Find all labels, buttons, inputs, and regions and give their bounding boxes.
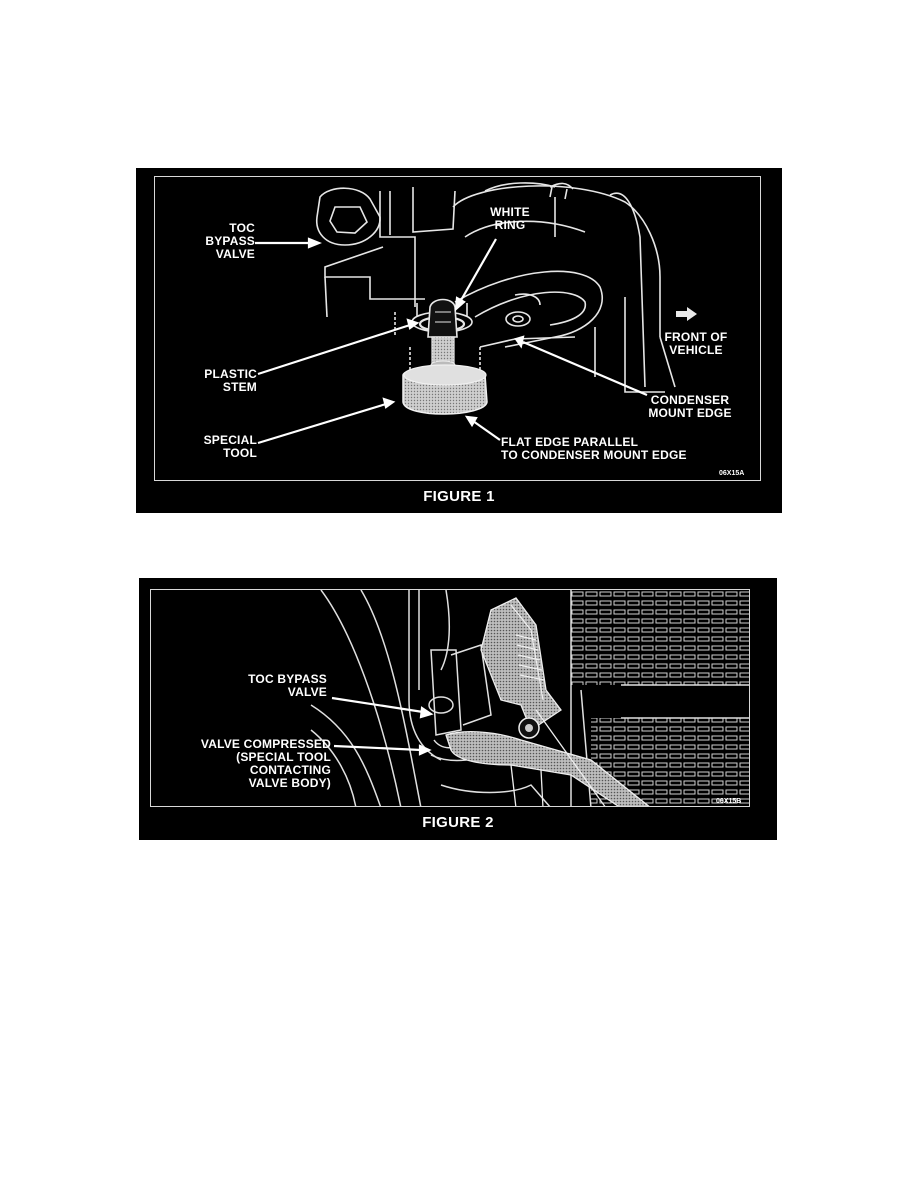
figure-1-illustration-frame xyxy=(154,176,761,481)
figure-1-panel xyxy=(136,168,782,513)
callout-front-of-vehicle: FRONT OF VEHICLE xyxy=(664,330,728,357)
figure-1-caption: FIGURE 1 xyxy=(423,488,495,505)
figure-2-panel xyxy=(139,578,777,840)
figure-2-caption: FIGURE 2 xyxy=(422,814,494,831)
callout-flat-edge-parallel: FLAT EDGE PARALLEL TO CONDENSER MOUNT EDGE xyxy=(501,435,687,462)
figure-2-code: 06X15B xyxy=(716,798,742,805)
callout-toc-bypass-valve: TOC BYPASS VALVE xyxy=(205,221,255,261)
callout-condenser-mount-edge: CONDENSER MOUNT EDGE xyxy=(648,393,732,420)
figure-1-code: 06X15A xyxy=(719,470,745,477)
callout-toc-bypass-valve: TOC BYPASS VALVE xyxy=(248,672,327,699)
callout-plastic-stem: PLASTIC STEM xyxy=(204,367,257,394)
figure-2-illustration-frame xyxy=(150,589,750,807)
callout-special-tool: SPECIAL TOOL xyxy=(203,433,257,460)
callout-valve-compressed: VALVE COMPRESSED (SPECIAL TOOL CONTACTING VALVE BODY) xyxy=(200,737,331,790)
callout-white-ring: WHITE RING xyxy=(490,205,530,232)
